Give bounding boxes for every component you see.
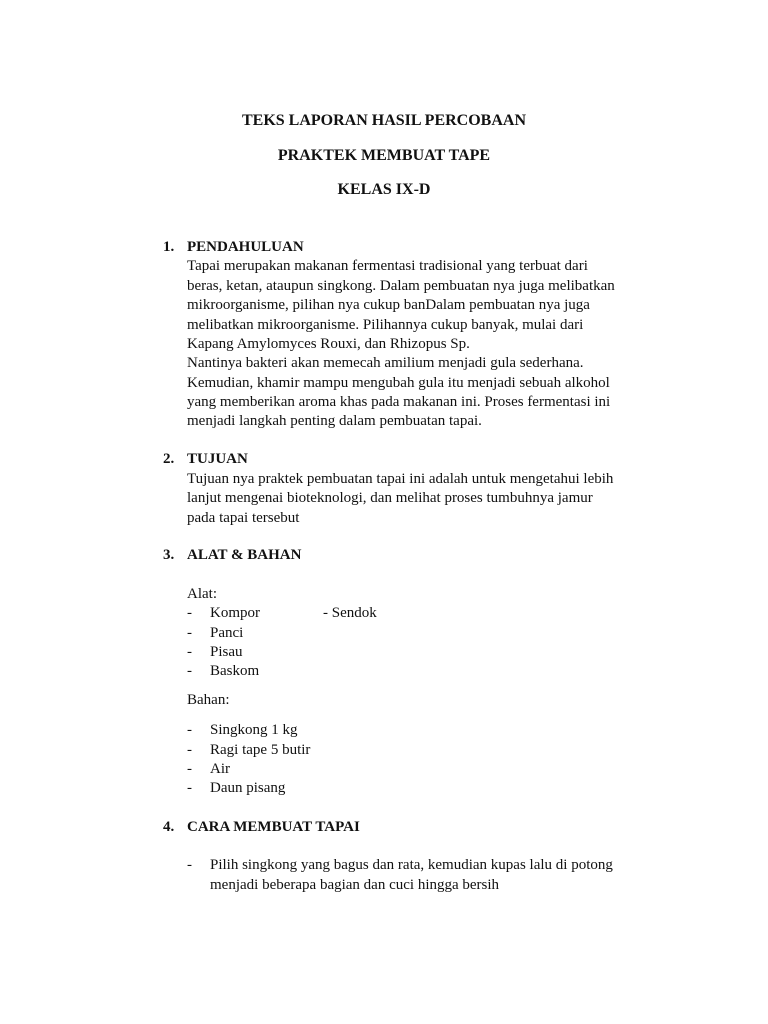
list-bullet: - <box>187 605 192 621</box>
list-item: Singkong 1 kg <box>210 722 298 738</box>
list-bullet: - <box>187 741 192 758</box>
paragraph-line: Kemudian, khamir mampu mengubah gula itu menjadi sebuah alkohol <box>187 374 610 391</box>
list-bullet: - <box>187 761 192 777</box>
bahan-label: Bahan: <box>187 692 230 708</box>
list-item: Pisau <box>210 644 243 660</box>
paragraph-line: beras, ketan, ataupun singkong. Dalam pembuatan nya juga melibatkan <box>187 277 615 294</box>
list-item: Daun pisang <box>210 780 286 796</box>
list-bullet: - <box>187 624 192 641</box>
list-item: Ragi tape 5 butir <box>210 741 311 758</box>
paragraph-line: Tapai merupakan makanan fermentasi tradisional yang terbuat dari <box>187 258 588 274</box>
title-line-1: TEKS LAPORAN HASIL PERCOBAAN <box>241 112 527 129</box>
paragraph-line: menjadi langkah penting dalam pembuatan tapai. <box>187 413 482 429</box>
list-bullet: - <box>187 780 192 796</box>
paragraph-line: lanjut mengenai bioteknologi, dan melihat proses tumbuhnya jamur <box>187 490 593 506</box>
list-item: Air <box>210 761 230 777</box>
paragraph-line: mikroorganisme, pilihan nya cukup banDalam pembuatan nya juga <box>187 297 590 313</box>
list-item-extra: - Sendok <box>323 605 377 621</box>
title-line-2: PRAKTEK MEMBUAT TAPE <box>277 147 491 164</box>
section-heading: TUJUAN <box>187 451 248 467</box>
paragraph-line: Kapang Amylomyces Rouxi, dan Rhizopus Sp. <box>187 336 470 352</box>
list-item: Panci <box>210 624 244 641</box>
section-number: 3. <box>163 547 175 563</box>
section-number: 1. <box>163 239 175 255</box>
alat-label: Alat: <box>187 586 217 602</box>
list-item: Kompor <box>210 605 260 621</box>
list-bullet: - <box>187 857 192 873</box>
paragraph-line: yang memberikan aroma khas pada makanan ini. Proses fermentasi ini <box>187 394 611 410</box>
section-heading: ALAT & BAHAN <box>187 547 302 563</box>
step-line: Pilih singkong yang bagus dan rata, kemudian kupas lalu di potong <box>210 857 613 873</box>
paragraph-line: pada tapai tersebut <box>187 509 300 526</box>
paragraph-line: Nantinya bakteri akan memecah amilium menjadi gula sederhana. <box>187 355 584 371</box>
list-bullet: - <box>187 722 192 738</box>
list-bullet: - <box>187 663 192 679</box>
section-number: 2. <box>163 451 175 467</box>
step-line: menjadi beberapa bagian dan cuci hingga bersih <box>210 877 500 893</box>
paragraph-line: melibatkan mikroorganisme. Pilihannya cukup banyak, mulai dari <box>187 316 584 333</box>
paragraph-line: Tujuan nya praktek pembuatan tapai ini adalah untuk mengetahui lebih <box>187 470 614 487</box>
list-bullet: - <box>187 644 192 660</box>
list-item: Baskom <box>210 663 260 679</box>
section-heading: CARA MEMBUAT TAPAI <box>187 819 360 835</box>
section-number: 4. <box>163 819 175 835</box>
section-heading: PENDAHULUAN <box>187 239 304 255</box>
title-line-3: KELAS IX-D <box>337 181 431 198</box>
